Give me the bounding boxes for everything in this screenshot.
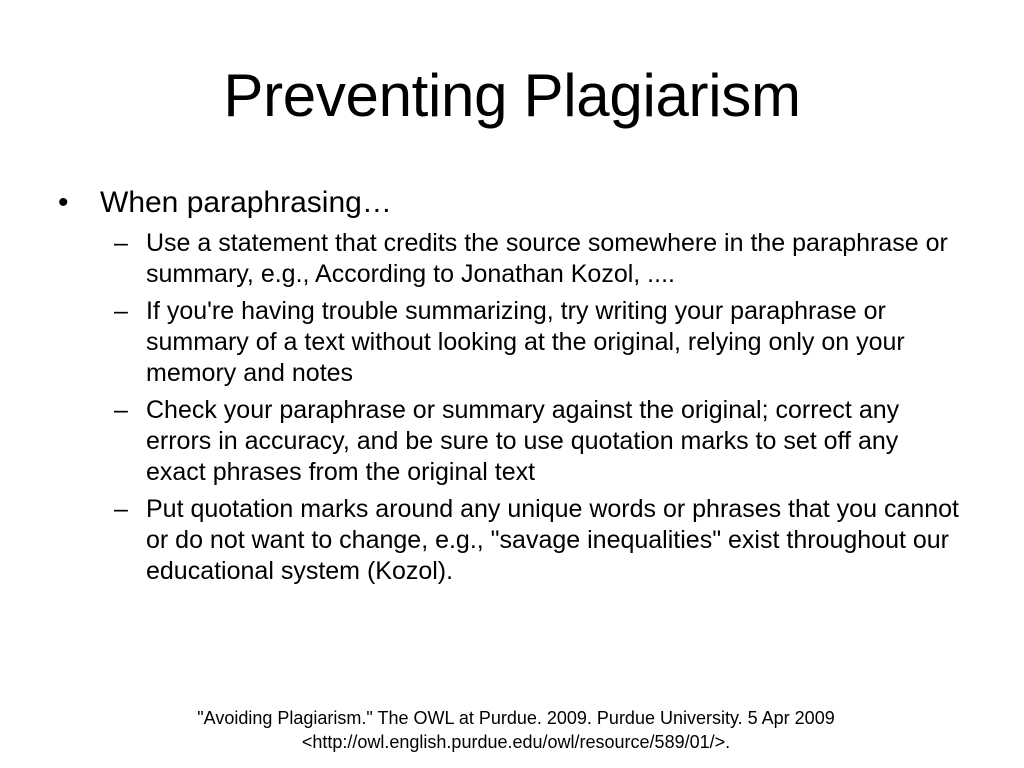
dash-marker: – — [114, 396, 128, 424]
sub-bullet-text: If you're having trouble summarizing, try writing your paraphrase or summary of a text without looking at the original, relying only on your memory and notes — [146, 297, 905, 387]
sub-bullet-list — [114, 228, 964, 587]
sub-bullet-item — [114, 296, 964, 389]
sub-bullet-item — [114, 494, 964, 587]
bullet-text: When paraphrasing… — [100, 186, 392, 219]
slide-title: Preventing Plagiarism — [223, 62, 801, 129]
dash-marker: – — [114, 297, 128, 325]
bullet-marker: • — [58, 186, 69, 219]
citation-url: <http://owl.english.purdue.edu/owl/resource/589/01/>. — [301, 732, 731, 752]
sub-bullet-text: Put quotation marks around any unique words or phrases that you cannot or do not want to change, e.g., "savage inequalities" exist throughout our educational system (Kozol). — [146, 495, 960, 585]
sub-bullet-text: Use a statement that credits the source somewhere in the paraphrase or summary, e.g., According to Jonathan Kozol, .... — [146, 229, 948, 288]
sub-bullet-item — [114, 395, 964, 488]
dash-marker: – — [114, 495, 128, 523]
citation-line-1: "Avoiding Plagiarism." The OWL at Purdue. 2009. Purdue University. 5 Apr 2009 — [197, 708, 835, 728]
sub-bullet-item — [114, 228, 964, 290]
sub-bullet-text: Check your paraphrase or summary against the original; correct any errors in accuracy, and be sure to use quotation marks to set off any exact phrases from the original text — [146, 396, 900, 486]
dash-marker: – — [114, 229, 128, 257]
bullet-item — [58, 184, 988, 222]
citation — [0, 706, 1024, 754]
bullet-list — [58, 184, 988, 593]
